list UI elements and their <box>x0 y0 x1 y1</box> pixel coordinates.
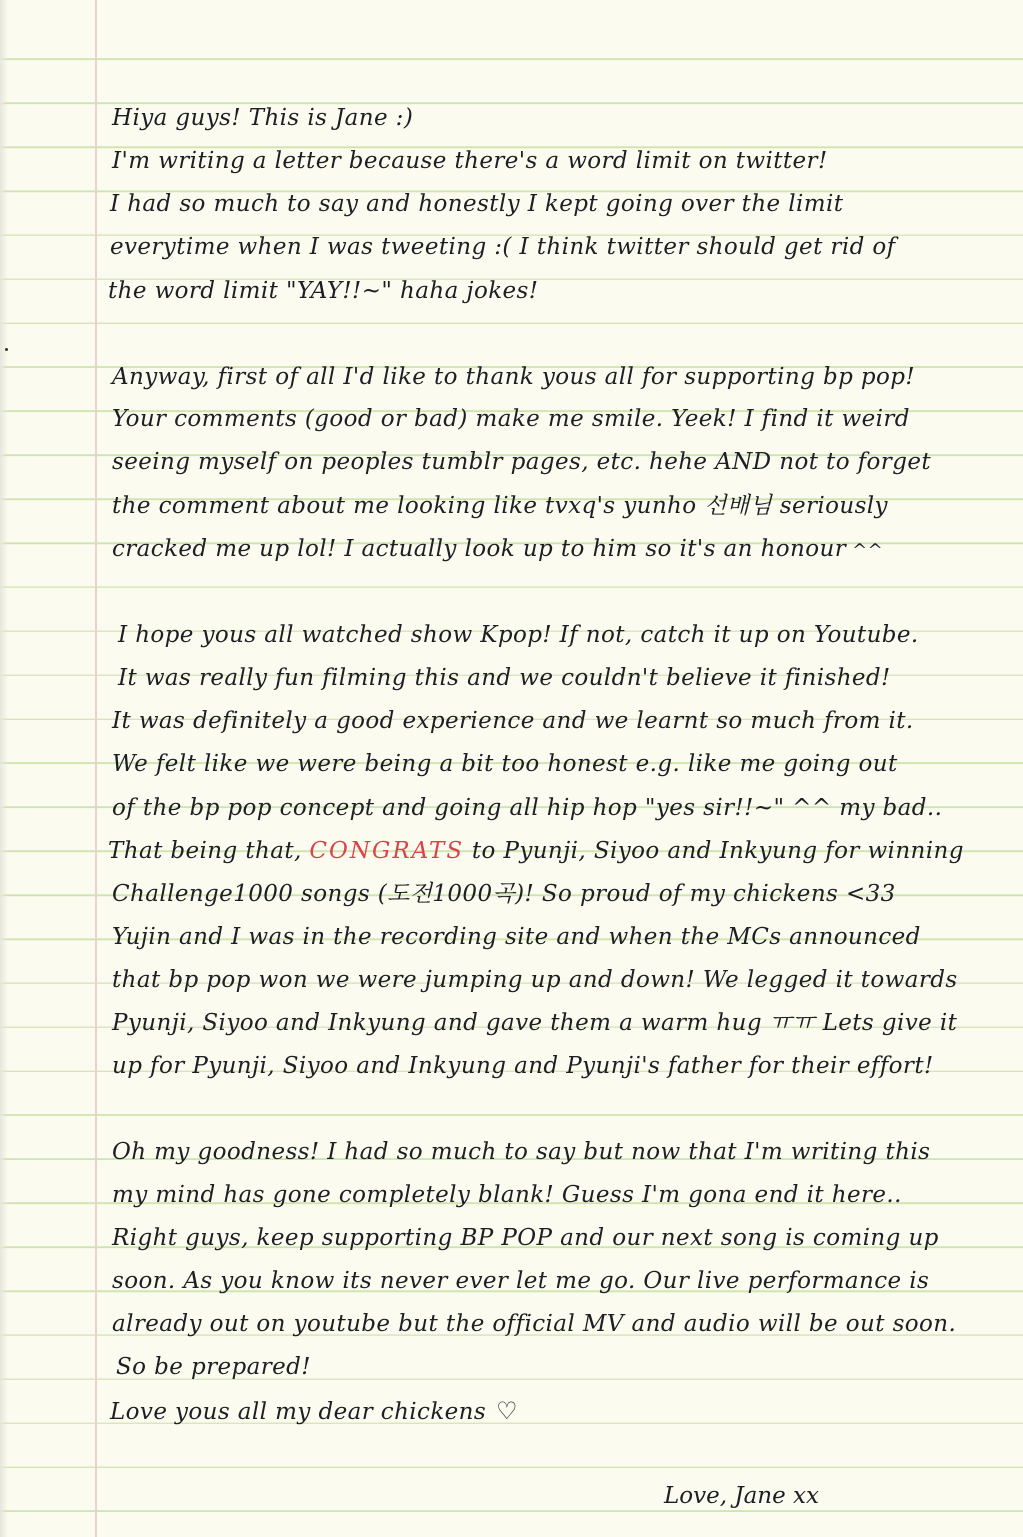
letter-line: Hiya guys! This is Jane :) <box>112 105 414 131</box>
letter-line-text: That being that, <box>108 838 302 864</box>
letter-line: Anyway, first of all I'd like to thank yous all for supporting bp pop! <box>112 364 916 390</box>
letter-line: I hope yous all watched show Kpop! If not, catch it up on Youtube. <box>118 622 919 648</box>
letter-line <box>110 1399 518 1424</box>
letter-line: the word limit "YAY!!~" haha jokes! <box>108 278 539 304</box>
letter-line: Challenge1000 songs (도전1000곡)! So proud of my chickens <33 <box>112 881 896 907</box>
letter-line: soon. As you know its never ever let me go. Our live performance is <box>112 1268 930 1294</box>
letter-line: Oh my goodness! I had so much to say but now that I'm writing this <box>112 1139 931 1165</box>
letter-line <box>108 840 964 863</box>
letter-line-text: to Pyunji, Siyoo and Inkyung for winning <box>471 838 964 864</box>
letter-line-text: cracked me up lol! I actually look up to him so it's an honour <box>112 536 847 562</box>
letter-line: Your comments (good or bad) make me smile. Yeek! I find it weird <box>112 406 910 432</box>
letter-line: that bp pop won we were jumping up and down! We legged it towards <box>112 967 958 993</box>
letter-line: the comment about me looking like tvxq's yunho 선배님 seriously <box>112 493 888 519</box>
letter-line: Right guys, keep supporting BP POP and our next song is coming up <box>112 1225 939 1251</box>
margin-line <box>95 0 97 1537</box>
letter-line: up for Pyunji, Siyoo and Inkyung and Pyunji's father for their effort! <box>112 1053 934 1079</box>
letter-line: It was really fun filming this and we couldn't believe it finished! <box>118 665 891 691</box>
letter-line: seeing myself on peoples tumblr pages, etc. hehe AND not to forget <box>112 449 931 475</box>
signature: Love, Jane xx <box>664 1483 819 1509</box>
letter-line: Yujin and I was in the recording site and when the MCs announced <box>112 924 921 950</box>
letter-line: Pyunji, Siyoo and Inkyung and gave them a warm hug ㅠㅠ Lets give it <box>112 1010 958 1036</box>
letter-line: I'm writing a letter because there's a word limit on twitter! <box>112 148 828 174</box>
letter-line: We felt like we were being a bit too honest e.g. like me going out <box>112 751 898 777</box>
letter-line: I had so much to say and honestly I kept going over the limit <box>110 191 844 217</box>
letter-line: of the bp pop concept and going all hip hop "yes sir!!~" ^^ my bad.. <box>112 795 943 821</box>
letter-line: So be prepared! <box>116 1354 311 1380</box>
paper-edge <box>0 0 8 1537</box>
letter-line: my mind has gone completely blank! Guess I'm gona end it here.. <box>112 1182 902 1208</box>
heart-icon: ♡ <box>496 1397 519 1425</box>
letter-line <box>112 538 883 561</box>
letter-line-text: Love yous all my dear chickens <box>110 1399 487 1425</box>
congrats-word: CONGRATS <box>309 838 465 864</box>
letter-line: everytime when I was tweeting :( I think twitter should get rid of <box>110 234 896 260</box>
letter-line: already out on youtube but the official MV and audio will be out soon. <box>112 1311 957 1337</box>
ink-dot <box>5 348 8 351</box>
letter-line: It was definitely a good experience and we learnt so much from it. <box>112 708 914 734</box>
smile-emoticon: ^^ <box>852 540 884 561</box>
